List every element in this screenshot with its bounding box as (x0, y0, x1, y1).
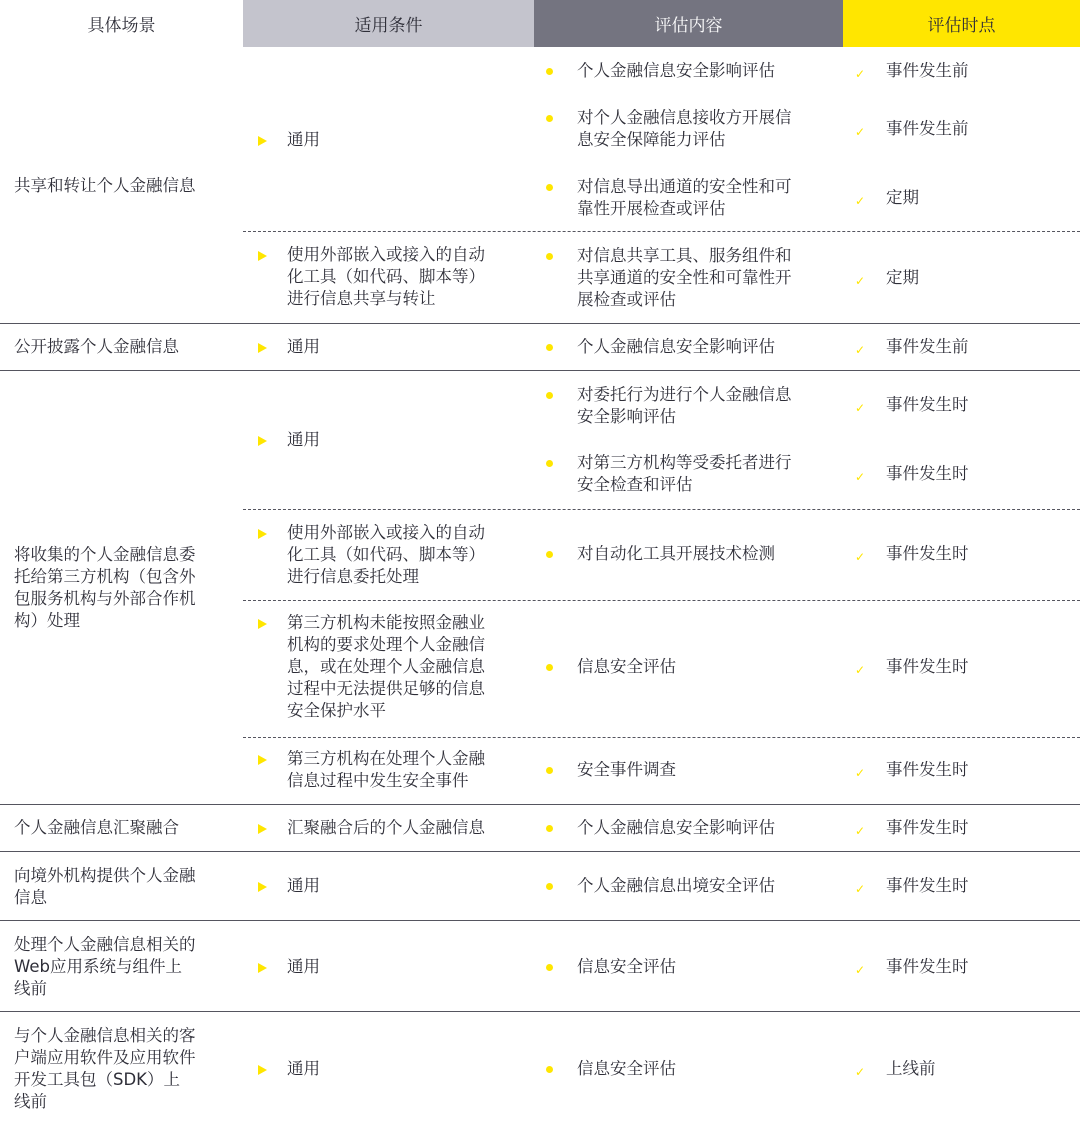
triangle-bullet-icon (258, 1065, 267, 1075)
content-cell: 对信息共享工具、服务组件和 共享通道的安全性和可靠性开 展检查或评估 (577, 246, 792, 309)
condition-cell: 使用外部嵌入或接入的自动 化工具（如代码、脚本等） 进行信息共享与转让 (287, 245, 485, 308)
scenario-cell: 处理个人金融信息相关的 Web应用系统与组件上 线前 (14, 935, 196, 998)
subrow-divider (243, 600, 1080, 601)
dot-bullet-icon (546, 460, 553, 467)
check-icon: ✓ (855, 663, 866, 677)
check-icon: ✓ (855, 824, 866, 838)
subrow-divider (243, 737, 1080, 738)
header-col-scenario (0, 0, 243, 47)
check-icon: ✓ (855, 550, 866, 564)
condition-cell: 通用 (287, 337, 320, 356)
condition-cell: 使用外部嵌入或接入的自动 化工具（如代码、脚本等） 进行信息委托处理 (287, 523, 485, 586)
dot-bullet-icon (546, 253, 553, 260)
dot-bullet-icon (546, 184, 553, 191)
condition-cell: 通用 (287, 430, 320, 449)
check-icon: ✓ (855, 67, 866, 81)
row-divider (0, 370, 1080, 371)
triangle-bullet-icon (258, 529, 267, 539)
content-cell: 信息安全评估 (577, 957, 676, 976)
content-cell: 个人金融信息安全影响评估 (577, 337, 775, 356)
triangle-bullet-icon (258, 882, 267, 892)
triangle-bullet-icon (258, 963, 267, 973)
triangle-bullet-icon (258, 755, 267, 765)
header-col-condition (243, 0, 534, 47)
dot-bullet-icon (546, 392, 553, 399)
check-icon: ✓ (855, 274, 866, 288)
timing-cell: 事件发生时 (886, 760, 969, 779)
dot-bullet-icon (546, 68, 553, 75)
timing-cell: 事件发生时 (886, 657, 969, 676)
timing-cell: 事件发生时 (886, 464, 969, 483)
row-divider (0, 1011, 1080, 1012)
timing-cell: 事件发生时 (886, 818, 969, 837)
dot-bullet-icon (546, 664, 553, 671)
check-icon: ✓ (855, 1065, 866, 1079)
content-cell: 个人金融信息安全影响评估 (577, 61, 775, 80)
check-icon: ✓ (855, 882, 866, 896)
header-label: 适用条件 (354, 16, 423, 36)
timing-cell: 事件发生时 (886, 395, 969, 414)
dot-bullet-icon (546, 883, 553, 890)
condition-cell: 第三方机构未能按照金融业 机构的要求处理个人金融信 息，或在处理个人金融信息 过程中无法提供足够的信息 安全保护水平 (287, 613, 485, 720)
timing-cell: 事件发生时 (886, 544, 969, 563)
row-divider (0, 323, 1080, 324)
subrow-divider (243, 509, 1080, 510)
dot-bullet-icon (546, 964, 553, 971)
content-cell: 对委托行为进行个人金融信息 安全影响评估 (577, 385, 792, 426)
content-cell: 个人金融信息出境安全评估 (577, 876, 775, 895)
condition-cell: 汇聚融合后的个人金融信息 (287, 818, 485, 837)
condition-cell: 通用 (287, 130, 320, 149)
timing-cell: 事件发生时 (886, 876, 969, 895)
triangle-bullet-icon (258, 824, 267, 834)
check-icon: ✓ (855, 125, 866, 139)
condition-cell: 通用 (287, 957, 320, 976)
condition-cell: 通用 (287, 876, 320, 895)
dot-bullet-icon (546, 1066, 553, 1073)
timing-cell: 上线前 (886, 1059, 936, 1078)
header-label: 评估内容 (654, 16, 723, 36)
header-label: 评估时点 (927, 16, 996, 36)
content-cell: 对第三方机构等受委托者进行 安全检查和评估 (577, 453, 792, 494)
triangle-bullet-icon (258, 619, 267, 629)
header-label: 具体场景 (87, 16, 156, 36)
check-icon: ✓ (855, 766, 866, 780)
dot-bullet-icon (546, 825, 553, 832)
row-divider (0, 920, 1080, 921)
scenario-cell: 将收集的个人金融信息委 托给第三方机构（包含外 包服务机构与外部合作机 构）处理 (14, 545, 196, 630)
scenario-cell: 个人金融信息汇聚融合 (14, 818, 179, 837)
condition-cell: 第三方机构在处理个人金融 信息过程中发生安全事件 (287, 749, 485, 790)
row-divider (0, 851, 1080, 852)
check-icon: ✓ (855, 963, 866, 977)
check-icon: ✓ (855, 470, 866, 484)
dot-bullet-icon (546, 767, 553, 774)
scenario-cell: 共享和转让个人金融信息 (14, 176, 196, 195)
triangle-bullet-icon (258, 436, 267, 446)
timing-cell: 事件发生前 (886, 337, 969, 356)
dot-bullet-icon (546, 551, 553, 558)
timing-cell: 事件发生前 (886, 61, 969, 80)
dot-bullet-icon (546, 115, 553, 122)
subrow-divider (243, 231, 1080, 232)
content-cell: 安全事件调查 (577, 760, 676, 779)
triangle-bullet-icon (258, 343, 267, 353)
header-col-timing (843, 0, 1080, 47)
check-icon: ✓ (855, 343, 866, 357)
triangle-bullet-icon (258, 136, 267, 146)
timing-cell: 定期 (886, 188, 919, 207)
timing-cell: 定期 (886, 268, 919, 287)
scenario-cell: 公开披露个人金融信息 (14, 337, 179, 356)
content-cell: 对信息导出通道的安全性和可 靠性开展检查或评估 (577, 177, 792, 218)
check-icon: ✓ (855, 194, 866, 208)
header-col-content (534, 0, 843, 47)
content-cell: 信息安全评估 (577, 1059, 676, 1078)
timing-cell: 事件发生前 (886, 119, 969, 138)
check-icon: ✓ (855, 401, 866, 415)
scenario-cell: 与个人金融信息相关的客 户端应用软件及应用软件 开发工具包（SDK）上 线前 (14, 1026, 196, 1111)
dot-bullet-icon (546, 344, 553, 351)
triangle-bullet-icon (258, 251, 267, 261)
timing-cell: 事件发生时 (886, 957, 969, 976)
content-cell: 对个人金融信息接收方开展信 息安全保障能力评估 (577, 108, 792, 149)
scenario-cell: 向境外机构提供个人金融 信息 (14, 866, 196, 907)
condition-cell: 通用 (287, 1059, 320, 1078)
content-cell: 个人金融信息安全影响评估 (577, 818, 775, 837)
content-cell: 信息安全评估 (577, 657, 676, 676)
row-divider (0, 804, 1080, 805)
content-cell: 对自动化工具开展技术检测 (577, 544, 775, 563)
